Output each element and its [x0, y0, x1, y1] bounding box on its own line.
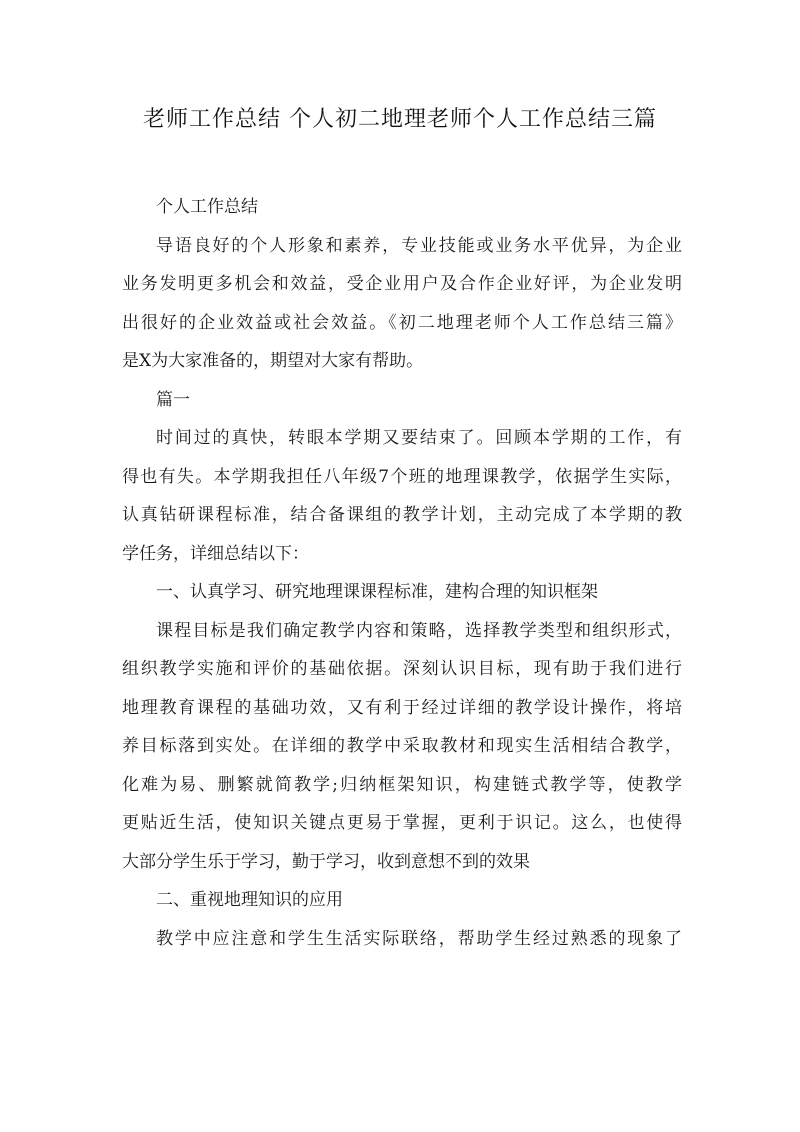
- section-heading: 个人工作总结: [156, 197, 258, 217]
- paragraph-line: 得也有失。本学期我担任八年级7个班的地理课教学，依据学生实际，: [122, 466, 682, 487]
- paragraph-line: 更贴近生活，使知识关键点更易于掌握，更利于识记。这么，也使得: [122, 813, 682, 833]
- paragraph-line: 是X为大家准备的，期望对大家有帮助。: [122, 351, 424, 371]
- paragraph-line: 教学中应注意和学生生活实际联络，帮助学生经过熟悉的现象了: [156, 928, 682, 949]
- document-body: [122, 188, 682, 958]
- paragraph-line: 组织教学实施和评价的基础依据。深刻认识目标，现有助于我们进行: [122, 659, 682, 679]
- paragraph-line: 业务发明更多机会和效益，受企业用户及合作企业好评，为企业发明: [122, 274, 682, 294]
- paragraph-line: 时间过的真快，转眼本学期又要结束了。回顾本学期的工作，有: [156, 428, 682, 448]
- paragraph-line: 导语良好的个人形象和素养，专业技能或业务水平优异，为企业: [156, 235, 682, 256]
- section-heading: 篇一: [156, 389, 190, 410]
- paragraph-line: 认真钻研课程标准，结合备课组的教学计划，主动完成了本学期的教: [122, 505, 682, 525]
- paragraph-line: 养目标落到实处。在详细的教学中采取教材和现实生活相结合教学，: [122, 736, 682, 756]
- paragraph-line: 学任务，详细总结以下：: [122, 543, 309, 564]
- section-heading: 二、重视地理知识的应用: [156, 890, 343, 910]
- paragraph-line: 地理教育课程的基础功效，又有利于经过详细的教学设计操作，将培: [122, 697, 682, 718]
- paragraph-line: 大部分学生乐于学习，勤于学习，收到意想不到的效果: [122, 851, 530, 872]
- document-title: 老师工作总结 个人初二地理老师个人工作总结三篇: [143, 107, 657, 132]
- paragraph-line: 出很好的企业效益或社会效益。《初二地理老师个人工作总结三篇》: [122, 312, 682, 333]
- paragraph-line: 课程目标是我们确定教学内容和策略，选择教学类型和组织形式，: [156, 620, 682, 641]
- section-heading: 一、认真学习、研究地理课课程标准，建构合理的知识框架: [156, 582, 598, 602]
- paragraph-line: 化难为易、删繁就简教学;归纳框架知识，构建链式教学等，使教学: [122, 774, 682, 795]
